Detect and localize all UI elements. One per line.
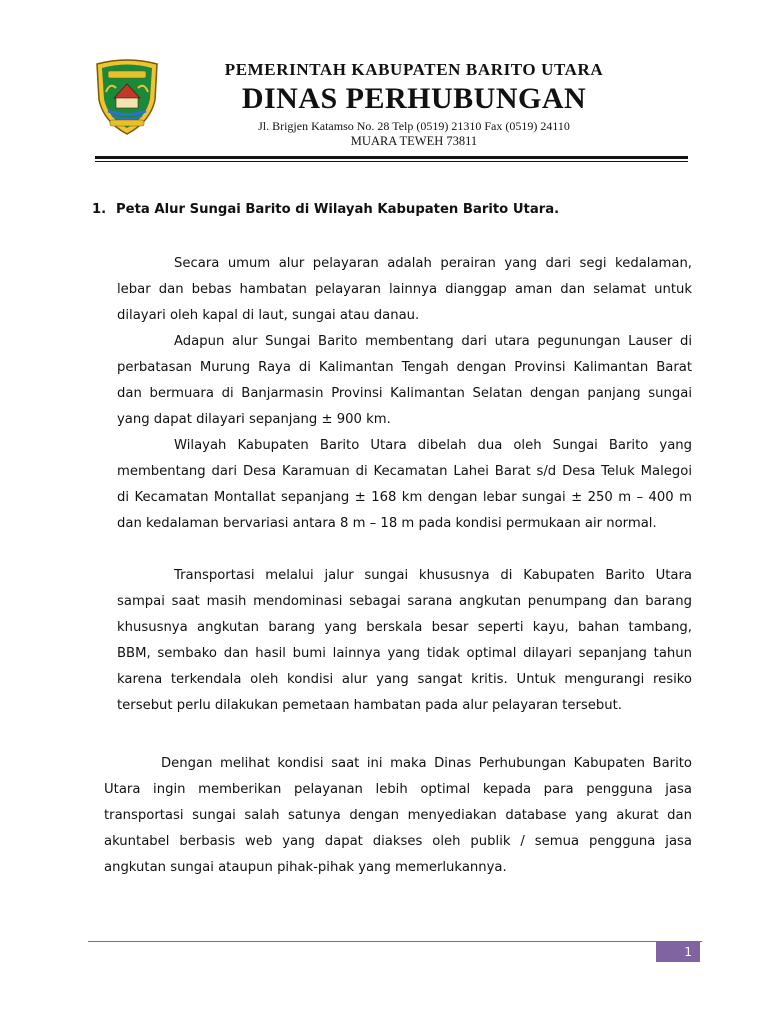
text-line: perbatasan Murung Raya di Kalimantan Tengah dengan Provinsi Kalimantan Barat [117, 360, 692, 375]
text-line: khususnya angkutan barang yang berskala besar seperti kayu, bahan tambang, [117, 620, 692, 635]
text-line: di Kecamatan Montallat sepanjang ± 168 km dengan lebar sungai ± 250 m – 400 m [117, 490, 692, 505]
text-line: Transportasi melalui jalur sungai khususnya di Kabupaten Barito Utara [174, 568, 692, 583]
section-title: Peta Alur Sungai Barito di Wilayah Kabupaten Barito Utara. [116, 202, 560, 217]
letterhead-divider-thick [95, 156, 688, 159]
text-line: dan kedalaman bervariasi antara 8 m – 18 m pada kondisi permukaan air normal. [117, 516, 657, 531]
text-line: sampai saat masih mendominasi sebagai sarana angkutan penumpang dan barang [117, 594, 692, 609]
paragraph-river-overview [117, 251, 692, 537]
page-number-badge: 1 [656, 942, 700, 962]
office-address: Jl. Brigjen Katamso No. 28 Telp (0519) 21310 Fax (0519) 24110 [258, 119, 570, 133]
text-line: BBM, sembako dan hasil bumi lainnya yang tidak optimal dilayari sepanjang tahun [117, 646, 692, 661]
paragraph-web-database [104, 751, 692, 881]
department-name: DINAS PERHUBUNGAN [241, 82, 587, 115]
regency-coat-of-arms-icon [92, 58, 162, 136]
section-heading [92, 202, 559, 217]
text-line: lebar dan bebas hambatan pelayaran lainnya dianggap aman dan selamat untuk [117, 282, 692, 297]
footer-divider [88, 941, 702, 942]
letterhead [0, 0, 768, 170]
text-line: Wilayah Kabupaten Barito Utara dibelah dua oleh Sungai Barito yang [174, 438, 692, 453]
text-line: Adapun alur Sungai Barito membentang dari utara pegunungan Lauser di [174, 334, 692, 349]
government-name: PEMERINTAH KABUPATEN BARITO UTARA [224, 60, 604, 79]
text-line: dan bermuara di Banjarmasin Provinsi Kalimantan Selatan dengan panjang sungai [117, 386, 692, 401]
text-line: transportasi sungai salah satunya dengan menyediakan database yang akurat dan [104, 808, 692, 823]
letterhead-divider-thin [95, 161, 688, 162]
text-line: membentang dari Desa Karamuan di Kecamatan Lahei Barat s/d Desa Teluk Malegoi [117, 464, 692, 479]
text-line: dilayari oleh kapal di laut, sungai atau danau. [117, 308, 420, 323]
text-line: Secara umum alur pelayaran adalah perairan yang dari segi kedalaman, [174, 256, 692, 271]
paragraph-river-transport [117, 563, 692, 719]
text-line: karena terkendala oleh kondisi alur yang sangat kritis. Untuk mengurangi resiko [117, 672, 692, 687]
text-line: akuntabel berbasis web yang dapat diakses oleh publik / semua pengguna jasa [104, 834, 692, 849]
text-line: yang dapat dilayari sepanjang ± 900 km. [117, 412, 391, 427]
office-city: MUARA TEWEH 73811 [350, 134, 478, 148]
text-line: tersebut perlu dilakukan pemetaan hambatan pada alur pelayaran tersebut. [117, 698, 622, 713]
section-number: 1. [92, 202, 107, 217]
text-line: Dengan melihat kondisi saat ini maka Dinas Perhubungan Kabupaten Barito [161, 756, 692, 771]
text-line: Utara ingin memberikan pelayanan lebih optimal kepada para pengguna jasa [104, 782, 692, 797]
text-line: angkutan sungai ataupun pihak-pihak yang memerlukannya. [104, 860, 507, 875]
